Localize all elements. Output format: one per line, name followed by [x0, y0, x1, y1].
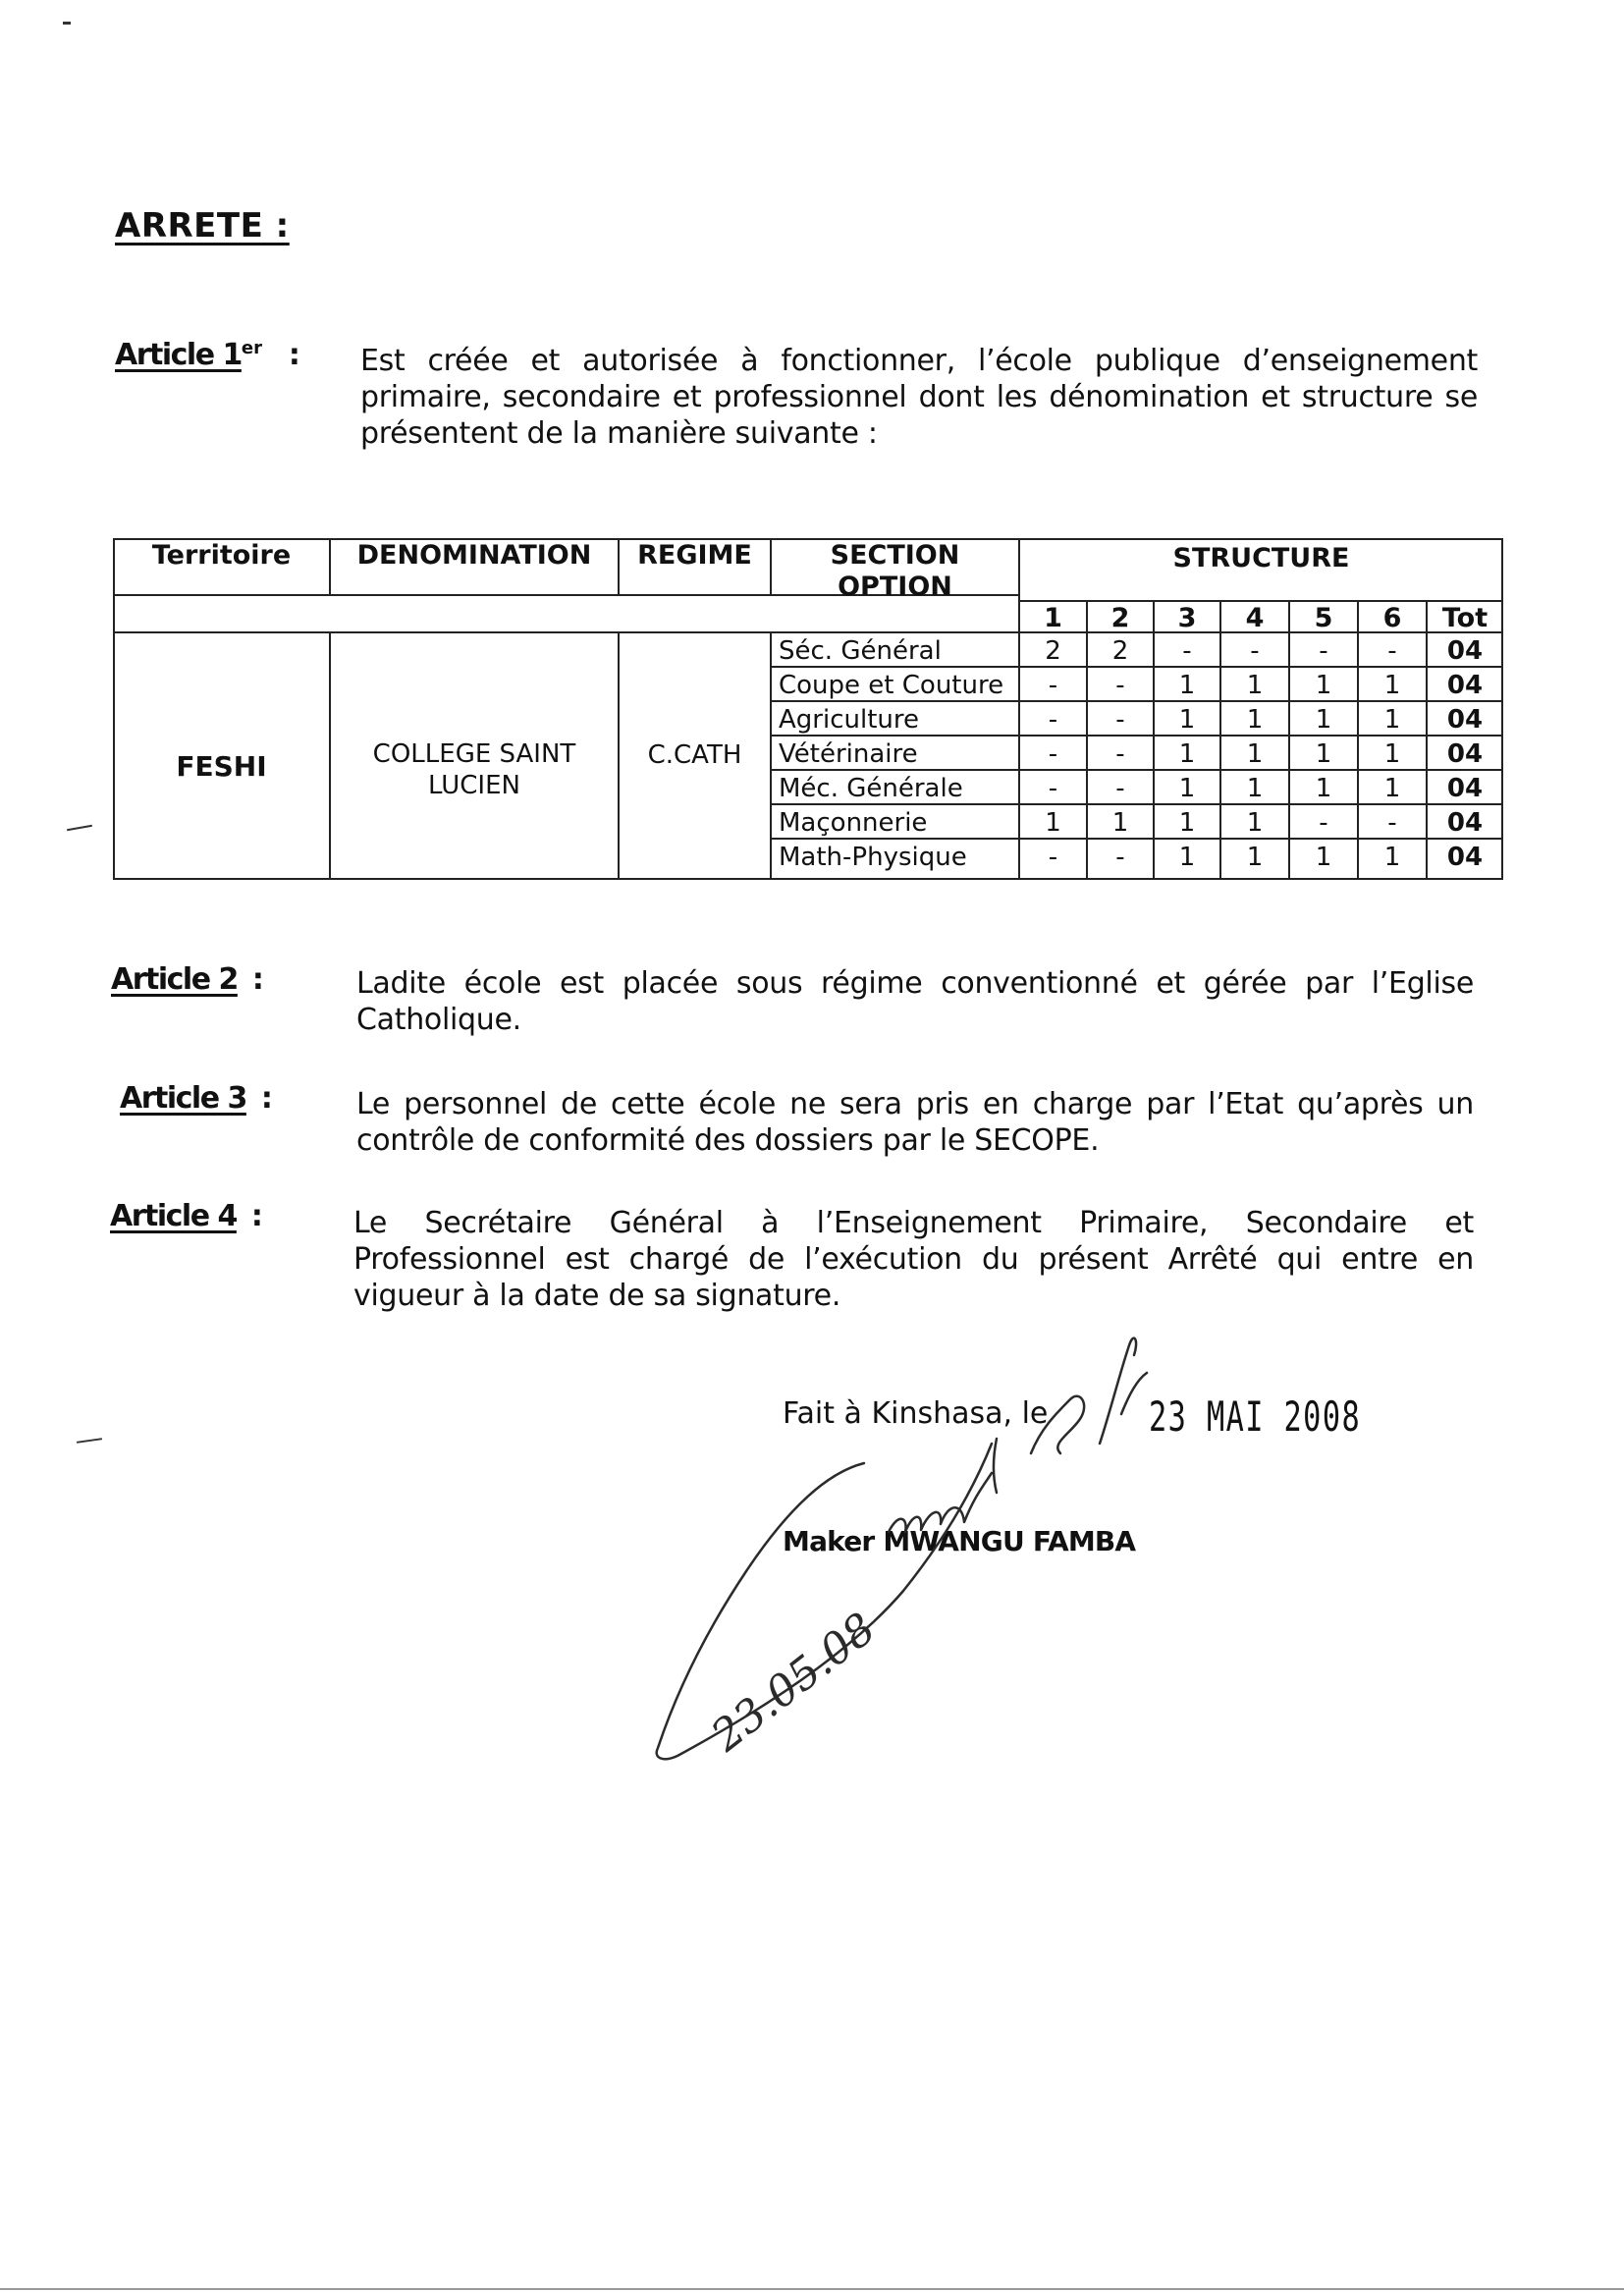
value-cell: 1 [1246, 774, 1264, 803]
structure-col-2: 2 [1110, 603, 1130, 633]
header-section-line1: SECTION [830, 540, 960, 571]
header-denomination: DENOMINATION [356, 540, 592, 571]
total-cell: 04 [1446, 843, 1484, 872]
article-1-label-superscript: er [241, 338, 262, 358]
article-2-label [111, 962, 264, 997]
article-2-label-colon: : [251, 962, 264, 997]
total-cell: 04 [1446, 636, 1484, 666]
article-1-label-text: Article 1 [115, 338, 242, 372]
header-section-option [771, 540, 1019, 603]
value-cell: 1 [1383, 843, 1401, 872]
article-3-text: Le personnel de cette école ne sera pris en charge par l’Etat qu’après un contrôle de conformité des dossiers par le SECOPE. [356, 1087, 1474, 1158]
date-stamp: 23 MAI 2008 [1149, 1392, 1362, 1441]
article-2-label-text: Article 2 [111, 962, 238, 997]
value-cell: - [1115, 671, 1125, 700]
structure-col-3: 3 [1177, 603, 1197, 633]
denomination-cell [330, 738, 619, 801]
total-cell: 04 [1446, 705, 1484, 735]
value-cell: - [1115, 705, 1125, 735]
article-4-label [110, 1199, 263, 1233]
article-1-label-colon: : [288, 338, 300, 372]
value-cell: - [1387, 636, 1397, 666]
value-cell: 1 [1178, 671, 1196, 700]
value-cell: 1 [1315, 705, 1332, 735]
value-cell: - [1387, 808, 1397, 838]
value-cell: 1 [1383, 705, 1401, 735]
value-cell: 1 [1383, 739, 1401, 769]
article-2-text: Ladite école est placée sous régime conventionné et gérée par l’Eglise Catholique. [356, 966, 1474, 1037]
value-cell: 1 [1178, 739, 1196, 769]
value-cell: 1 [1246, 808, 1264, 838]
value-cell: 1 [1315, 843, 1332, 872]
value-cell: - [1115, 774, 1125, 803]
regime-cell: C.CATH [647, 740, 742, 770]
option-cell: Math-Physique [779, 843, 967, 872]
value-cell: 2 [1111, 636, 1129, 666]
value-cell: - [1250, 636, 1260, 666]
structure-table [113, 538, 1503, 880]
value-cell: 1 [1246, 671, 1264, 700]
scan-mark [67, 825, 92, 831]
value-cell: - [1048, 671, 1058, 700]
value-cell: - [1319, 636, 1328, 666]
denomination-line2: LUCIEN [428, 771, 520, 800]
signatory-name: Maker MWANGU FAMBA [783, 1525, 1136, 1557]
value-cell: - [1182, 636, 1192, 666]
value-cell: 1 [1246, 705, 1264, 735]
header-territoire: Territoire [151, 540, 292, 571]
scan-mark [63, 22, 71, 25]
denomination-line1: COLLEGE SAINT [372, 739, 576, 769]
handwritten-date: 23.05.08 [702, 1603, 886, 1762]
total-cell: 04 [1446, 671, 1484, 700]
structure-col-5: 5 [1314, 603, 1333, 633]
article-3-label-colon: : [260, 1081, 273, 1116]
option-cell: Vétérinaire [779, 739, 918, 769]
value-cell: 1 [1111, 808, 1129, 838]
total-cell: 04 [1446, 808, 1484, 838]
value-cell: - [1048, 843, 1058, 872]
page-heading: ARRETE : [115, 206, 290, 246]
option-cell: Méc. Générale [779, 774, 963, 803]
value-cell: 2 [1045, 636, 1061, 666]
total-cell: 04 [1446, 774, 1484, 803]
value-cell: 1 [1246, 843, 1264, 872]
place-date-line: Fait à Kinshasa, le [783, 1396, 1049, 1431]
header-section-line2: OPTION [838, 572, 952, 602]
article-4-label-text: Article 4 [110, 1199, 237, 1233]
value-cell: 1 [1178, 843, 1196, 872]
article-3-label-text: Article 3 [120, 1081, 246, 1116]
value-cell: 1 [1178, 808, 1196, 838]
value-cell: - [1048, 705, 1058, 735]
option-cell: Agriculture [779, 705, 919, 735]
value-cell: 1 [1315, 671, 1332, 700]
scan-mark [77, 1438, 102, 1444]
header-structure: STRUCTURE [1172, 543, 1350, 573]
value-cell: 1 [1178, 774, 1196, 803]
value-cell: 1 [1045, 808, 1061, 838]
structure-col-1: 1 [1044, 603, 1062, 633]
value-cell: 1 [1383, 774, 1401, 803]
article-3-label [120, 1081, 273, 1116]
value-cell: 1 [1315, 739, 1332, 769]
article-1-text: Est créée et autorisée à fonctionner, l’école publique d’enseignement primaire, secondaire et professionnel dont les dénomination et structure se présentent de la manière suivante : [360, 344, 1478, 451]
article-4-label-colon: : [250, 1199, 263, 1233]
total-cell: 04 [1446, 739, 1484, 769]
header-regime: REGIME [637, 540, 752, 571]
value-cell: 1 [1246, 739, 1264, 769]
value-cell: 1 [1178, 705, 1196, 735]
value-cell: - [1115, 843, 1125, 872]
territoire-cell: FESHI [176, 750, 267, 783]
option-cell: Maçonnerie [779, 808, 928, 838]
structure-col-4: 4 [1245, 603, 1265, 633]
structure-col-6: 6 [1382, 603, 1402, 633]
value-cell: 1 [1383, 671, 1401, 700]
article-1-label [115, 338, 300, 372]
scan-edge-line [0, 2288, 1624, 2290]
article-4-text: Le Secrétaire Général à l’Enseignement Primaire, Secondaire et Professionnel est chargé de l’exécution du présent Arrêté qui entre en vigueur à la date de sa signature. [353, 1206, 1474, 1313]
value-cell: - [1115, 739, 1125, 769]
value-cell: - [1048, 774, 1058, 803]
value-cell: - [1048, 739, 1058, 769]
option-cell: Séc. Général [779, 636, 942, 666]
value-cell: 1 [1315, 774, 1332, 803]
option-cell: Coupe et Couture [779, 671, 1004, 700]
value-cell: - [1319, 808, 1328, 838]
structure-col-total: Tot [1441, 603, 1489, 633]
